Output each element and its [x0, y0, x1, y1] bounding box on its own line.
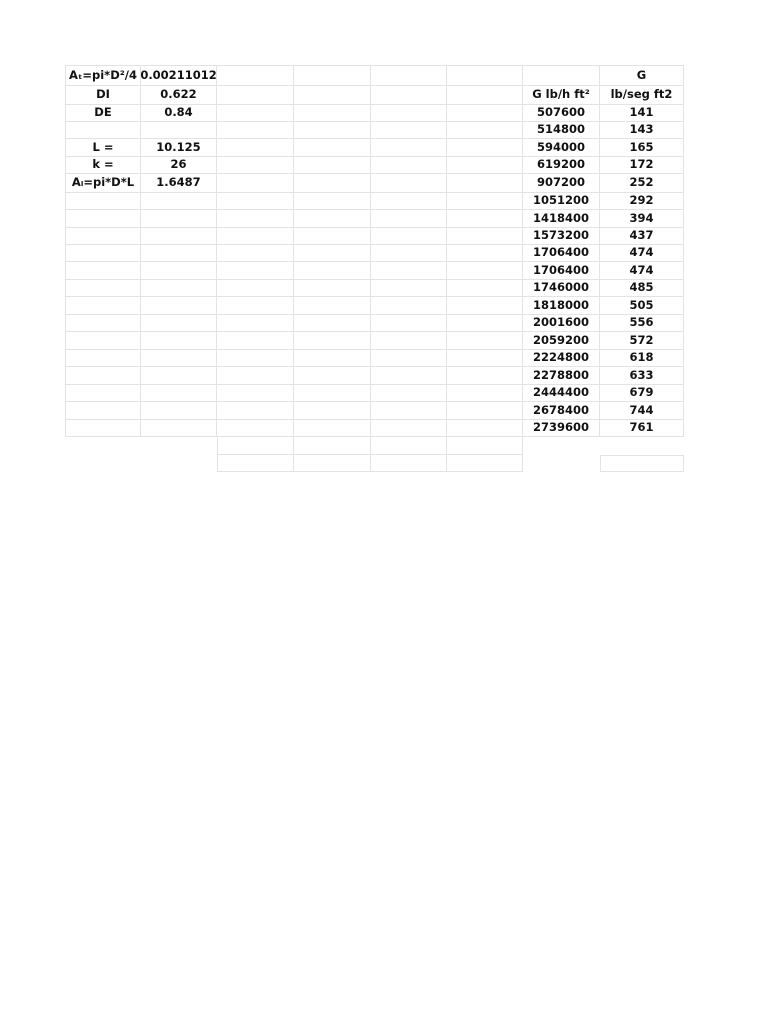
g-lbh-value[interactable]: 1418400 [523, 210, 600, 228]
empty-cell[interactable] [371, 105, 447, 122]
cell[interactable] [141, 385, 217, 402]
g-lbseg-value[interactable]: 143 [600, 122, 684, 139]
param-value[interactable]: 26 [141, 157, 217, 174]
empty-cell[interactable] [371, 280, 447, 297]
param-value[interactable] [141, 122, 217, 139]
empty-cell[interactable] [217, 210, 294, 228]
empty-cell[interactable] [294, 437, 371, 455]
empty-cell[interactable] [294, 228, 371, 245]
empty-cell[interactable] [217, 367, 294, 385]
empty-cell[interactable] [294, 385, 371, 402]
empty-cell[interactable] [217, 420, 294, 437]
param-value[interactable]: 0.84 [141, 105, 217, 122]
empty-cell[interactable] [447, 350, 523, 367]
empty-cell[interactable] [447, 193, 523, 210]
cell[interactable] [141, 210, 217, 228]
g-lbseg-value[interactable]: 437 [600, 228, 684, 245]
empty-cell[interactable] [447, 157, 523, 174]
cell[interactable] [65, 228, 141, 245]
g-lbseg-value[interactable]: 744 [600, 402, 684, 420]
empty-cell[interactable] [294, 65, 371, 86]
g-lbh-value[interactable]: 2224800 [523, 350, 600, 367]
empty-cell[interactable] [217, 86, 294, 105]
empty-cell[interactable] [447, 245, 523, 262]
g-lbseg-value[interactable]: 172 [600, 157, 684, 174]
cell[interactable] [65, 350, 141, 367]
empty-cell[interactable] [447, 210, 523, 228]
cell[interactable] [141, 350, 217, 367]
empty-cell[interactable] [371, 193, 447, 210]
empty-cell[interactable] [371, 385, 447, 402]
column-header[interactable] [523, 65, 600, 86]
cell[interactable] [141, 228, 217, 245]
g-lbseg-value[interactable]: 474 [600, 262, 684, 280]
empty-cell[interactable] [447, 455, 523, 472]
cell[interactable] [65, 420, 141, 437]
param-label[interactable]: DE [65, 105, 141, 122]
empty-cell[interactable] [217, 385, 294, 402]
empty-cell[interactable] [447, 122, 523, 139]
param-label[interactable]: k = [65, 157, 141, 174]
empty-cell[interactable] [217, 174, 294, 193]
empty-cell[interactable] [217, 262, 294, 280]
empty-cell[interactable] [294, 193, 371, 210]
g-lbseg-value[interactable]: 633 [600, 367, 684, 385]
cell[interactable] [65, 385, 141, 402]
g-lbh-value[interactable]: 1573200 [523, 228, 600, 245]
empty-cell[interactable] [447, 315, 523, 332]
cell[interactable] [65, 210, 141, 228]
g-lbseg-value[interactable]: 165 [600, 139, 684, 157]
cell[interactable] [65, 280, 141, 297]
empty-cell[interactable] [217, 193, 294, 210]
column-header[interactable]: G lb/h ft² [523, 86, 600, 105]
g-lbh-value[interactable]: 2444400 [523, 385, 600, 402]
g-lbh-value[interactable]: 1051200 [523, 193, 600, 210]
empty-cell[interactable] [371, 86, 447, 105]
cell[interactable] [65, 245, 141, 262]
empty-cell[interactable] [294, 139, 371, 157]
g-lbh-value[interactable]: 2001600 [523, 315, 600, 332]
g-lbseg-value[interactable]: 141 [600, 105, 684, 122]
empty-cell[interactable] [371, 157, 447, 174]
empty-cell[interactable] [447, 280, 523, 297]
g-lbseg-value[interactable]: 505 [600, 297, 684, 315]
empty-cell[interactable] [217, 297, 294, 315]
cell[interactable] [141, 332, 217, 350]
cell[interactable] [65, 262, 141, 280]
empty-cell[interactable] [217, 350, 294, 367]
empty-cell[interactable] [294, 402, 371, 420]
empty-cell[interactable] [447, 174, 523, 193]
empty-cell[interactable] [217, 65, 294, 86]
empty-cell[interactable] [371, 262, 447, 280]
column-header[interactable]: lb/seg ft2 [600, 86, 684, 105]
g-lbseg-value[interactable]: 252 [600, 174, 684, 193]
g-lbh-value[interactable]: 907200 [523, 174, 600, 193]
empty-cell[interactable] [447, 367, 523, 385]
empty-cell[interactable] [294, 122, 371, 139]
param-value[interactable]: 0.622 [141, 86, 217, 105]
empty-cell[interactable] [217, 280, 294, 297]
empty-cell[interactable] [600, 455, 684, 472]
empty-cell[interactable] [447, 105, 523, 122]
g-lbh-value[interactable]: 2278800 [523, 367, 600, 385]
empty-cell[interactable] [294, 350, 371, 367]
empty-cell[interactable] [294, 455, 371, 472]
empty-cell[interactable] [294, 367, 371, 385]
empty-cell[interactable] [371, 437, 447, 455]
g-lbh-value[interactable]: 507600 [523, 105, 600, 122]
empty-cell[interactable] [447, 86, 523, 105]
empty-cell[interactable] [447, 262, 523, 280]
cell[interactable] [65, 332, 141, 350]
empty-cell[interactable] [371, 297, 447, 315]
empty-cell[interactable] [294, 86, 371, 105]
empty-cell[interactable] [217, 332, 294, 350]
cell[interactable] [141, 193, 217, 210]
cell[interactable] [65, 367, 141, 385]
empty-cell[interactable] [371, 315, 447, 332]
empty-cell[interactable] [371, 332, 447, 350]
g-lbseg-value[interactable]: 292 [600, 193, 684, 210]
empty-cell[interactable] [294, 245, 371, 262]
empty-cell[interactable] [217, 402, 294, 420]
empty-cell[interactable] [294, 280, 371, 297]
empty-cell[interactable] [294, 420, 371, 437]
cell[interactable] [65, 315, 141, 332]
cell[interactable] [65, 402, 141, 420]
empty-cell[interactable] [447, 228, 523, 245]
empty-cell[interactable] [217, 245, 294, 262]
empty-cell[interactable] [294, 105, 371, 122]
empty-cell[interactable] [217, 105, 294, 122]
cell[interactable] [65, 297, 141, 315]
g-lbseg-value[interactable]: 556 [600, 315, 684, 332]
empty-cell[interactable] [217, 157, 294, 174]
empty-cell[interactable] [294, 157, 371, 174]
cell[interactable] [141, 262, 217, 280]
empty-cell[interactable] [447, 297, 523, 315]
empty-cell[interactable] [371, 174, 447, 193]
empty-cell[interactable] [217, 122, 294, 139]
g-lbh-value[interactable]: 619200 [523, 157, 600, 174]
empty-cell[interactable] [371, 228, 447, 245]
empty-cell[interactable] [371, 350, 447, 367]
g-lbseg-value[interactable]: 761 [600, 420, 684, 437]
empty-cell[interactable] [294, 315, 371, 332]
cell[interactable] [141, 367, 217, 385]
empty-cell[interactable] [447, 65, 523, 86]
empty-cell[interactable] [371, 455, 447, 472]
empty-cell[interactable] [294, 174, 371, 193]
cell[interactable] [141, 402, 217, 420]
empty-cell[interactable] [447, 139, 523, 157]
empty-cell[interactable] [371, 367, 447, 385]
param-value[interactable]: 1.6487 [141, 174, 217, 193]
g-lbseg-value[interactable]: 618 [600, 350, 684, 367]
cell[interactable] [141, 315, 217, 332]
empty-cell[interactable] [217, 437, 294, 455]
cell[interactable] [141, 280, 217, 297]
g-lbh-value[interactable]: 2059200 [523, 332, 600, 350]
empty-cell[interactable] [447, 385, 523, 402]
g-lbh-value[interactable]: 1746000 [523, 280, 600, 297]
empty-cell[interactable] [294, 297, 371, 315]
param-value[interactable]: 0.00211012 [141, 65, 217, 86]
empty-cell[interactable] [371, 420, 447, 437]
g-lbh-value[interactable]: 594000 [523, 139, 600, 157]
empty-cell[interactable] [217, 315, 294, 332]
g-lbh-value[interactable]: 514800 [523, 122, 600, 139]
empty-cell[interactable] [371, 65, 447, 86]
empty-cell[interactable] [217, 228, 294, 245]
g-lbseg-value[interactable]: 485 [600, 280, 684, 297]
g-lbh-value[interactable]: 1818000 [523, 297, 600, 315]
empty-cell[interactable] [447, 332, 523, 350]
param-label[interactable]: Aₗ=pi*D*L [65, 174, 141, 193]
g-lbseg-value[interactable]: 474 [600, 245, 684, 262]
empty-cell[interactable] [371, 122, 447, 139]
empty-cell[interactable] [371, 245, 447, 262]
cell[interactable] [141, 297, 217, 315]
empty-cell[interactable] [447, 402, 523, 420]
empty-cell[interactable] [294, 262, 371, 280]
empty-cell[interactable] [447, 437, 523, 455]
cell[interactable] [141, 420, 217, 437]
g-lbh-value[interactable]: 1706400 [523, 262, 600, 280]
g-lbseg-value[interactable]: 572 [600, 332, 684, 350]
empty-cell[interactable] [371, 402, 447, 420]
param-label[interactable]: Aₜ=pi*D²/4 [65, 65, 141, 86]
param-label[interactable]: L = [65, 139, 141, 157]
g-lbseg-value[interactable]: 679 [600, 385, 684, 402]
empty-cell[interactable] [294, 332, 371, 350]
empty-cell[interactable] [371, 210, 447, 228]
g-lbh-value[interactable]: 2739600 [523, 420, 600, 437]
empty-cell[interactable] [294, 210, 371, 228]
column-header[interactable]: G [600, 65, 684, 86]
param-label[interactable]: DI [65, 86, 141, 105]
empty-cell[interactable] [371, 139, 447, 157]
g-lbh-value[interactable]: 2678400 [523, 402, 600, 420]
param-label[interactable] [65, 122, 141, 139]
empty-cell[interactable] [447, 420, 523, 437]
cell[interactable] [141, 245, 217, 262]
empty-cell[interactable] [217, 455, 294, 472]
g-lbseg-value[interactable]: 394 [600, 210, 684, 228]
cell[interactable] [65, 193, 141, 210]
g-lbh-value[interactable]: 1706400 [523, 245, 600, 262]
param-value[interactable]: 10.125 [141, 139, 217, 157]
empty-cell[interactable] [217, 139, 294, 157]
